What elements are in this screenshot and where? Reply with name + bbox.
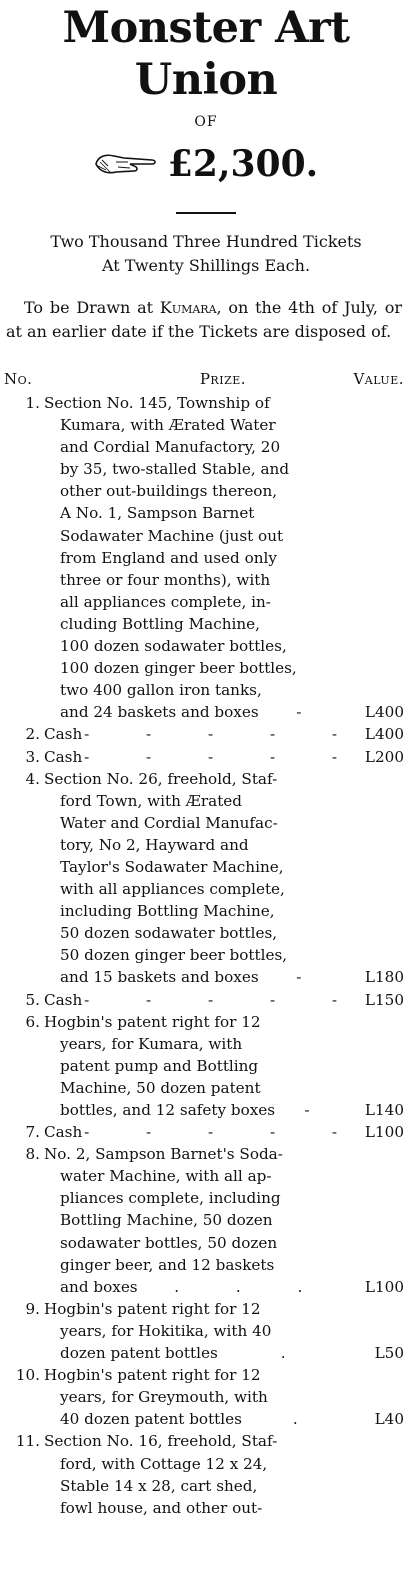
prize-line: all appliances complete, in- bbox=[60, 592, 271, 611]
prize-line: tory, No 2, Hayward and bbox=[60, 835, 249, 854]
prize-description bbox=[44, 392, 404, 723]
of-label: OF bbox=[194, 114, 218, 130]
prize-line: Sodawater Machine (just out bbox=[60, 526, 284, 545]
prize-line: ford Town, with Ærated bbox=[60, 791, 243, 810]
prize-value: L50 bbox=[374, 1344, 404, 1363]
leader-dashes: - - - - - bbox=[84, 747, 364, 766]
prize-value: L100 bbox=[364, 1123, 404, 1142]
prize-line: Cash bbox=[44, 1123, 83, 1142]
prize-line: Hogbin's patent right for 12 bbox=[44, 1366, 261, 1385]
prize-line: Taylor's Sodawater Machine, bbox=[60, 857, 284, 876]
prize-line: bottles, and 12 safety boxes bbox=[60, 1101, 276, 1119]
ticket-line: At Twenty Shillings Each. bbox=[101, 256, 311, 275]
draw-place: Kumara, bbox=[159, 298, 222, 317]
prize-line: Hogbin's patent right for 12 bbox=[44, 1299, 261, 1318]
leader-dashes: - bbox=[296, 703, 328, 722]
prize-value: L400 bbox=[364, 725, 404, 744]
prize-number: 4. bbox=[25, 769, 40, 788]
prize-line: 100 dozen ginger beer bottles, bbox=[60, 659, 297, 678]
prize-line: and boxes bbox=[60, 1277, 138, 1296]
prize-amount: £2,300. bbox=[167, 143, 319, 185]
prize-item bbox=[0, 1364, 404, 1430]
prize-line: Section No. 145, Township of bbox=[44, 394, 270, 412]
prize-line: fowl house, and other out- bbox=[60, 1498, 263, 1517]
prize-line: Cash bbox=[44, 747, 83, 766]
draw-notice bbox=[6, 296, 402, 344]
leader-dashes: - bbox=[304, 1101, 336, 1119]
prize-list bbox=[0, 392, 404, 1519]
draw-notice-post: on the 4th of July, or at an earlier date if the Tickets are disposed of. bbox=[6, 298, 402, 341]
prize-line: Kumara, with Ærated Water bbox=[60, 416, 276, 435]
prize-line: other out-buildings thereon, bbox=[60, 482, 278, 501]
prize-item bbox=[0, 1011, 404, 1121]
draw-notice-pre: To be Drawn at bbox=[24, 298, 160, 317]
prize-description bbox=[44, 1121, 404, 1143]
prize-item bbox=[0, 1430, 404, 1518]
amount-row bbox=[0, 134, 412, 194]
prize-table-header bbox=[4, 370, 404, 392]
header-value: Value. bbox=[353, 370, 404, 388]
prize-line: Cash bbox=[44, 725, 83, 744]
prize-line: ginger beer, and 12 baskets bbox=[60, 1255, 275, 1274]
prize-line: 100 dozen sodawater bottles, bbox=[60, 637, 287, 656]
prize-line: 50 dozen ginger beer bottles, bbox=[60, 946, 288, 965]
prize-line: 50 dozen sodawater bottles, bbox=[60, 924, 278, 943]
prize-item bbox=[0, 746, 404, 768]
prize-value-line bbox=[44, 1408, 404, 1430]
prize-line: two 400 gallon iron tanks, bbox=[60, 681, 262, 700]
prize-line: and 15 baskets and boxes bbox=[60, 968, 259, 987]
prize-value-line bbox=[44, 746, 404, 768]
prize-line: Stable 14 x 28, cart shed, bbox=[60, 1476, 258, 1495]
prize-line: Section No. 16, freehold, Staf- bbox=[44, 1432, 278, 1451]
prize-line: water Machine, with all ap- bbox=[60, 1167, 272, 1186]
prize-line: Section No. 26, freehold, Staf- bbox=[44, 769, 278, 788]
prize-line: and Cordial Manufactory, 20 bbox=[60, 438, 281, 457]
prize-value-line bbox=[44, 1121, 404, 1143]
prize-description bbox=[44, 1430, 404, 1518]
pointing-hand-icon bbox=[94, 150, 158, 178]
prize-value: L140 bbox=[364, 1101, 404, 1119]
prize-line: cluding Bottling Machine, bbox=[60, 614, 260, 633]
prize-number: 6. bbox=[25, 1012, 40, 1031]
prize-line: with all appliances complete, bbox=[60, 880, 285, 899]
prize-description bbox=[44, 1298, 404, 1364]
prize-line: including Bottling Machine, bbox=[60, 902, 275, 921]
leader-dashes: . bbox=[280, 1344, 312, 1363]
prize-line: patent pump and Bottling bbox=[60, 1056, 259, 1075]
prize-value: L150 bbox=[364, 990, 404, 1009]
ticket-info bbox=[0, 230, 412, 278]
prize-line: pliances complete, including bbox=[60, 1189, 281, 1208]
prize-description bbox=[44, 1364, 404, 1430]
prize-value: L180 bbox=[364, 968, 404, 987]
prize-line: Hogbin's patent right for 12 bbox=[44, 1012, 261, 1031]
prize-description bbox=[44, 723, 404, 745]
prize-item bbox=[0, 1298, 404, 1364]
prize-line: dozen patent bottles bbox=[60, 1344, 218, 1363]
prize-description bbox=[44, 989, 404, 1011]
prize-value-line bbox=[44, 723, 404, 745]
prize-line: ford, with Cottage 12 x 24, bbox=[60, 1454, 268, 1473]
prize-description bbox=[44, 1143, 404, 1298]
prize-number: 10. bbox=[15, 1366, 40, 1385]
prize-description bbox=[44, 1011, 404, 1121]
page-title: Monster Art Union bbox=[62, 3, 350, 105]
prize-line: Bottling Machine, 50 dozen bbox=[60, 1211, 273, 1230]
leader-dashes: - bbox=[296, 968, 328, 987]
leader-dashes: - - - - - bbox=[84, 1123, 364, 1142]
leader-dashes: - - - - - bbox=[84, 725, 364, 744]
prize-number: 9. bbox=[25, 1299, 40, 1318]
prize-line: Machine, 50 dozen patent bbox=[60, 1078, 261, 1097]
prize-item bbox=[0, 989, 404, 1011]
prize-number: 8. bbox=[25, 1145, 40, 1164]
prize-line: A No. 1, Sampson Barnet bbox=[60, 504, 255, 523]
prize-line: Cash bbox=[44, 990, 83, 1009]
prize-value-line bbox=[44, 989, 404, 1011]
prize-line: No. 2, Sampson Barnet's Soda- bbox=[44, 1145, 283, 1164]
prize-line: years, for Greymouth, with bbox=[60, 1388, 268, 1407]
divider bbox=[176, 212, 236, 214]
prize-number: 3. bbox=[25, 747, 40, 766]
prize-line: and 24 baskets and boxes bbox=[60, 703, 259, 722]
prize-line: by 35, two-stalled Stable, and bbox=[60, 460, 290, 479]
prize-number: 5. bbox=[25, 990, 40, 1009]
prize-line: 40 dozen patent bottles bbox=[60, 1410, 242, 1429]
header-prize: Prize. bbox=[199, 370, 247, 388]
prize-value: L100 bbox=[364, 1277, 404, 1296]
header-no: No. bbox=[4, 370, 33, 388]
prize-number: 2. bbox=[25, 725, 40, 744]
ticket-line: Two Thousand Three Hundred Tickets bbox=[50, 232, 362, 251]
prize-line: Water and Cordial Manufac- bbox=[60, 813, 278, 832]
prize-number: 11. bbox=[15, 1432, 40, 1451]
leader-dashes: - - - - - bbox=[84, 990, 364, 1009]
prize-item bbox=[0, 1143, 404, 1298]
prize-item bbox=[0, 1121, 404, 1143]
prize-line: years, for Kumara, with bbox=[60, 1034, 243, 1053]
prize-value: L200 bbox=[364, 747, 404, 766]
prize-line: years, for Hokitika, with 40 bbox=[60, 1321, 272, 1340]
prize-value-line bbox=[44, 1276, 404, 1298]
prize-line: sodawater bottles, 50 dozen bbox=[60, 1233, 278, 1252]
prize-line: three or four months), with bbox=[60, 570, 271, 589]
prize-item bbox=[0, 723, 404, 745]
prize-value-line bbox=[44, 966, 404, 988]
leader-dashes: . . . bbox=[174, 1277, 329, 1296]
prize-item bbox=[0, 392, 404, 723]
prize-value-line bbox=[44, 1342, 404, 1364]
prize-item bbox=[0, 768, 404, 989]
prize-line: from England and used only bbox=[60, 548, 277, 567]
prize-value-line bbox=[44, 1099, 404, 1121]
prize-number: 7. bbox=[25, 1123, 40, 1142]
leader-dashes: . bbox=[292, 1410, 324, 1429]
prize-description bbox=[44, 746, 404, 768]
prize-description bbox=[44, 768, 404, 989]
prize-value: L400 bbox=[364, 703, 404, 722]
prize-value-line bbox=[44, 701, 404, 723]
prize-number: 1. bbox=[25, 394, 40, 412]
prize-value: L40 bbox=[374, 1410, 404, 1429]
